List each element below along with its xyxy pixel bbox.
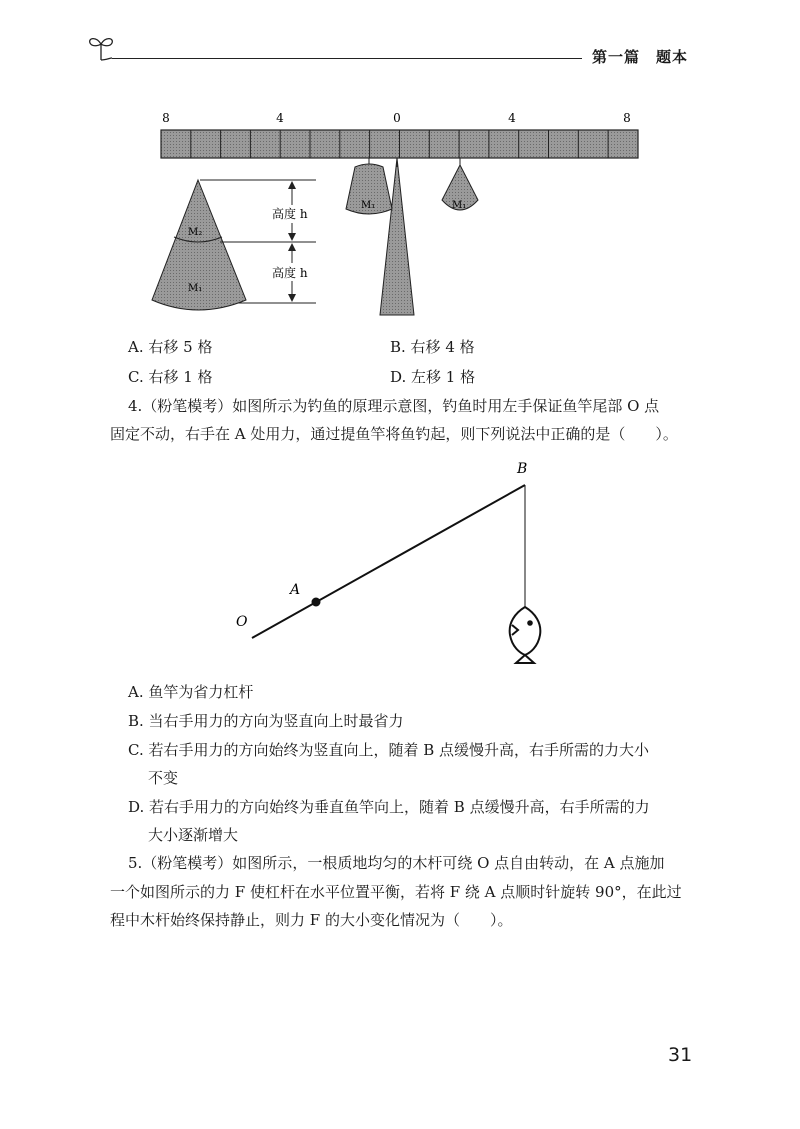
page-number: 31 xyxy=(668,1044,693,1066)
point-label-a: A xyxy=(290,582,301,598)
q3-option-b: B. 右移 4 格 xyxy=(390,338,475,356)
header-title xyxy=(592,46,688,67)
scale-label: 4 xyxy=(508,111,516,125)
q3-option-a: A. 右移 5 格 xyxy=(128,338,213,356)
mass-label: M₁ xyxy=(361,200,376,211)
q4-option-d-line1: D. 若右手用力的方向始终为垂直鱼竿向上，随着 B 点缓慢升高，右手所需的力 xyxy=(128,798,650,816)
header-rule xyxy=(112,58,582,59)
scale-label: 4 xyxy=(276,111,284,125)
q4-option-b: B. 当右手用力的方向为竖直向上时最省力 xyxy=(128,712,404,730)
scale-label: 0 xyxy=(393,111,401,125)
q4-option-c-line2: 不变 xyxy=(148,769,179,787)
point-label-o: O xyxy=(236,614,248,630)
q4-option-a: A. 鱼竿为省力杠杆 xyxy=(128,683,254,701)
q4-stem-line1: 4.（粉笔模考）如图所示为钓鱼的原理示意图，钓鱼时用左手保证鱼竿尾部 O 点 xyxy=(128,397,660,415)
q5-stem-line2: 一个如图所示的力 F 使杠杆在水平位置平衡，若将 F 绕 A 点顺时针旋转 90°，在此过 xyxy=(110,883,682,901)
q3-option-c: C. 右移 1 格 xyxy=(128,368,213,386)
scale-label: 8 xyxy=(162,111,170,125)
figure-balance xyxy=(140,105,650,325)
header-section: 题本 xyxy=(656,48,689,66)
height-label: 高度 h xyxy=(272,207,308,221)
q4-stem-line2: 固定不动，右手在 A 处用力，通过提鱼竿将鱼钓起，则下列说法中正确的是（ ）。 xyxy=(110,425,678,443)
q4-option-d-line2: 大小逐渐增大 xyxy=(148,826,239,844)
fish-icon xyxy=(510,607,541,663)
fishing-rod xyxy=(252,485,525,638)
q5-stem-line3: 程中木杆始终保持静止，则力 F 的大小变化情况为（ ）。 xyxy=(110,911,513,929)
q4-option-c-line1: C. 若右手用力的方向始终为竖直向上，随着 B 点缓慢升高，右手所需的力大小 xyxy=(128,741,650,759)
height-label: 高度 h xyxy=(272,266,308,280)
header-chapter: 第一篇 xyxy=(592,48,641,66)
scale-label: 8 xyxy=(623,111,631,125)
q3-option-d: D. 左移 1 格 xyxy=(390,368,476,386)
point-a xyxy=(312,598,321,607)
point-label-b: B xyxy=(517,461,528,477)
mass-label: M₂ xyxy=(188,227,203,238)
mass-label: M₁ xyxy=(452,200,467,211)
q5-stem-line1: 5.（粉笔模考）如图所示，一根质地均匀的木杆可绕 O 点自由转动，在 A 点施加 xyxy=(128,854,665,872)
mass-label: M₁ xyxy=(188,283,203,294)
figure-fishing-rod xyxy=(230,455,560,670)
